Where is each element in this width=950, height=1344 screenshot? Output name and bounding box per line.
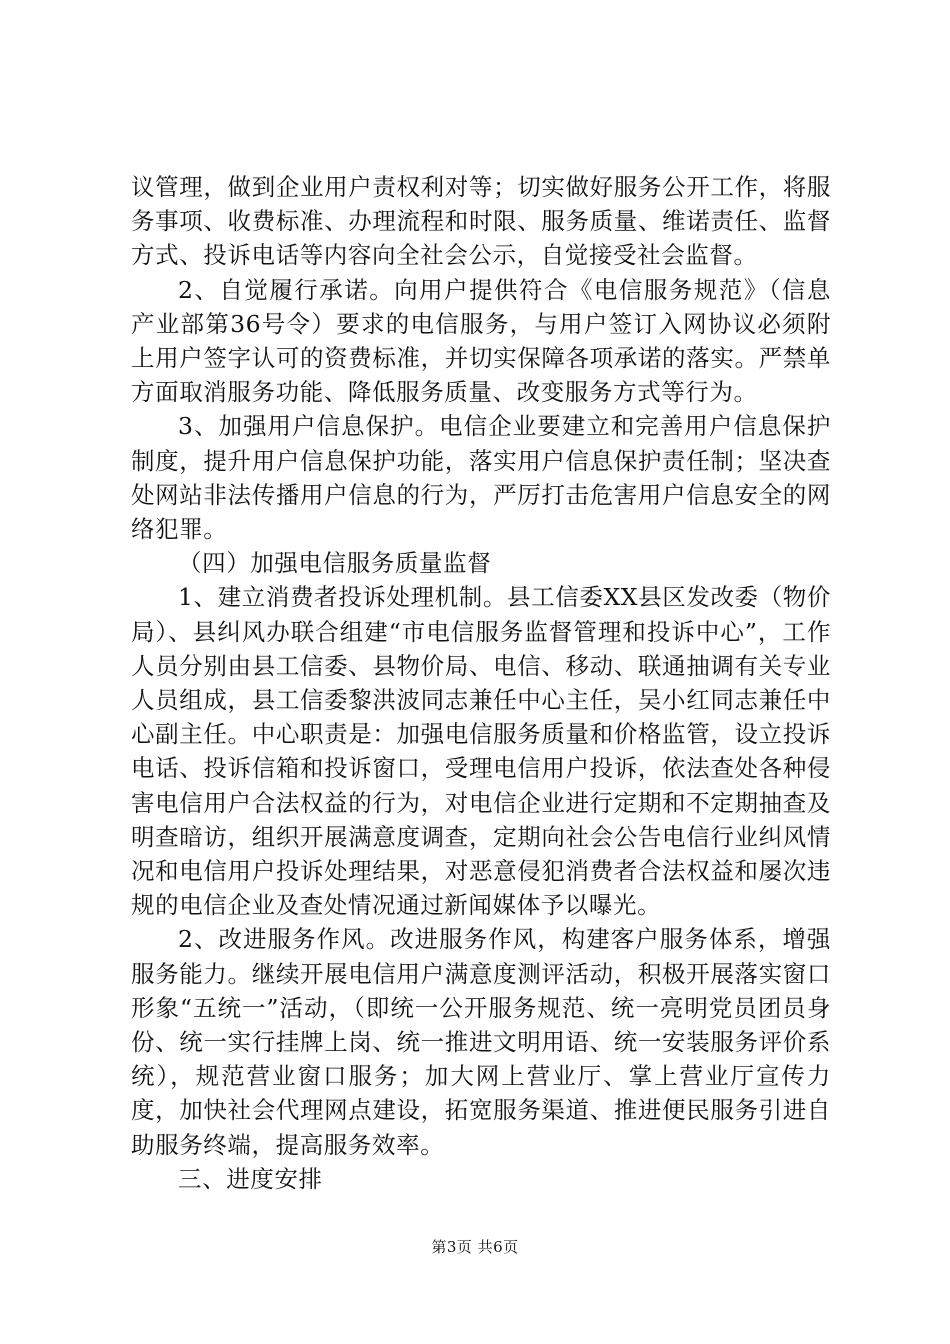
paragraph-item-1-complaints: 1、建立消费者投诉处理机制。县工信委XX县区发改委（物价局）、县纠风办联合组建“市电信服务监督管理和投诉中心”，工作人员分别由县工信委、县物价局、电信、移动、联通抽调有关专业人员组成，县工信委黎洪波同志兼任中心主任，吴小红同志兼任中心副主任。中心职责是：加强电信服务质量和价格监管，设立投诉电话、投诉信箱和投诉窗口，受理电信用户投诉，依法查处各种侵害电信用户合法权益的行为，对电信企业进行定期和不定期抽查及明查暗访，组织开展满意度调查，定期向社会公告电信行业纠风情况和电信用户投诉处理结果，对恶意侵犯消费者合法权益和屡次违规的电信企业及查处情况通过新闻媒体予以曝光。	[131, 583, 831, 920]
paragraph-item-2-commitment: 2、自觉履行承诺。向用户提供符合《电信服务规范》（信息产业部第36号令）要求的电信服务，与用户签订入网协议必须附上用户签字认可的资费标准，并切实保障各项承诺的落实。严禁单方面取消服务功能、降低服务质量、改变服务方式等行为。	[131, 275, 831, 407]
paragraph-item-3-privacy: 3、加强用户信息保护。电信企业要建立和完善用户信息保护制度，提升用户信息保护功能，落实用户信息保护责任制；坚决查处网站非法传播用户信息的行为，严厉打击危害用户信息安全的网络犯罪。	[131, 412, 831, 544]
document-body	[131, 170, 831, 1196]
paragraph-item-2-service-style: 2、改进服务作风。改进服务作风，构建客户服务体系，增强服务能力。继续开展电信用户满意度测评活动，积极开展落实窗口形象“五统一”活动，（即统一公开服务规范、统一亮明党员团员身份、统一实行挂牌上岗、统一推进文明用语、统一安装服务评价系统），规范营业窗口服务；加大网上营业厅、掌上营业厅宣传力度，加快社会代理网点建设，拓宽服务渠道、推进便民服务引进自助服务终端，提高服务效率。	[131, 925, 831, 1159]
section-heading-schedule: 三、进度安排	[178, 1164, 323, 1193]
paragraph-continuation: 议管理，做到企业用户责权利对等；切实做好服务公开工作，将服务事项、收费标准、办理流程和时限、服务质量、维诺责任、监督方式、投诉电话等内容向全社会公示，自觉接受社会监督。	[131, 173, 831, 270]
page-footer: 第3页 共6页	[431, 1238, 519, 1256]
section-heading-4: （四）加强电信服务质量监督	[178, 549, 492, 578]
